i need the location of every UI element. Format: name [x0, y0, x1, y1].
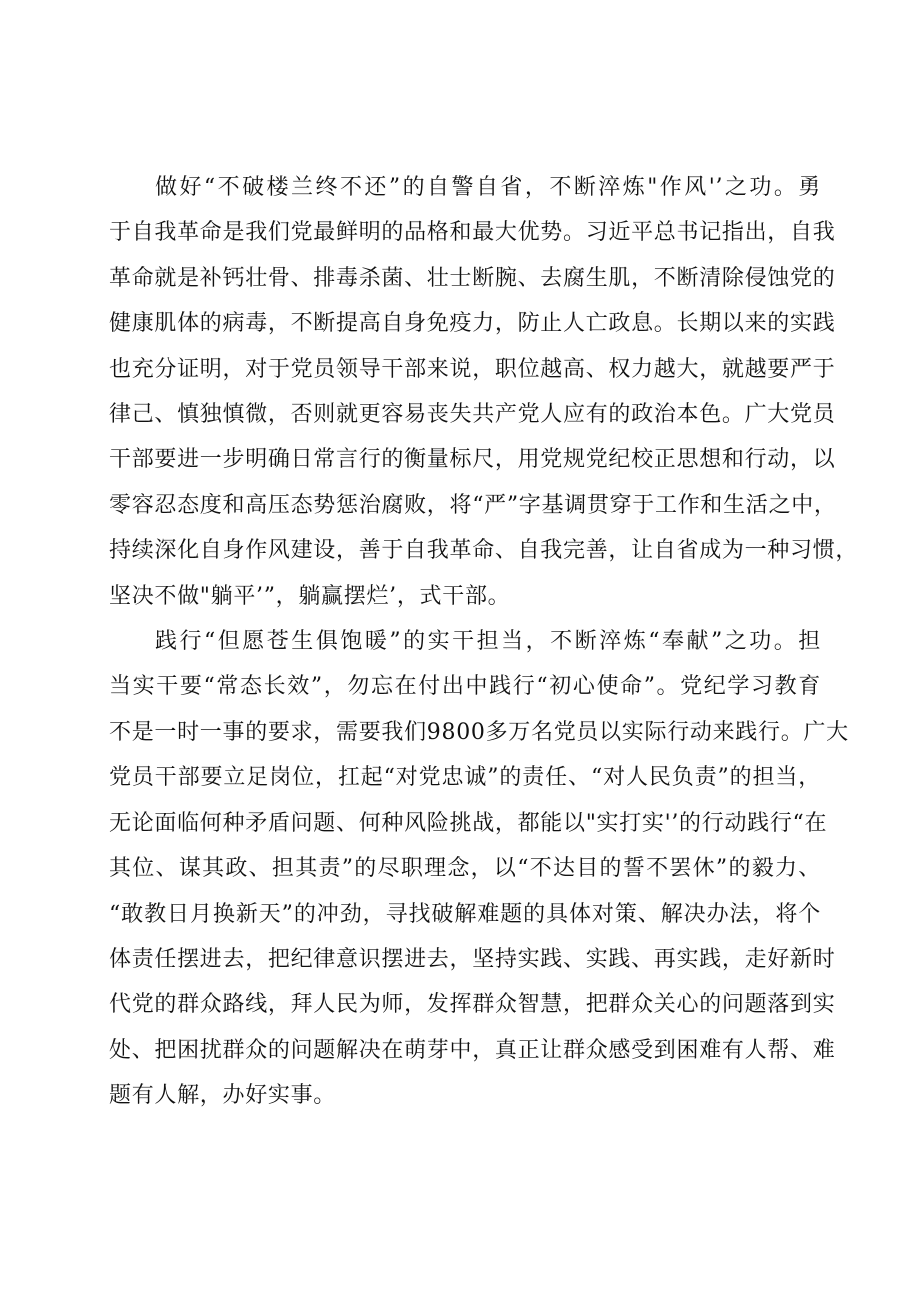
text-line: 当实干要“常态长效”，勿忘在付出中践行“初心使命”。党纪学习教育	[109, 674, 821, 700]
text-line: 零容忍态度和高压态势惩治腐败，将“严”字基调贯穿于工作和生活之中，	[109, 492, 837, 518]
text-line: 题有人解，办好实事。	[109, 1083, 337, 1109]
document-body	[109, 165, 859, 1119]
text-line: 践行“但愿苍生俱饱暖”的实干担当，不断淬炼“奉献”之功。担	[155, 629, 821, 655]
text-line: 革命就是补钙壮骨、排毒杀菌、壮士断腕、去腐生肌，不断清除侵蚀党的	[109, 265, 836, 291]
text-line: 干部要进一步明确日常言行的衡量标尺，用党规党纪校正思想和行动，以	[109, 447, 836, 473]
paragraph-self-discipline	[109, 165, 859, 619]
text-line: 处、把困扰群众的问题解决在萌芽中，真正让群众感受到困难有人帮、难	[109, 1037, 836, 1063]
text-line: 体责任摆进去，把纪律意识摆进去，坚持实践、实践、再实践，走好新时	[109, 946, 836, 972]
text-line: 律己、慎独慎微，否则就更容易丧失共产党人应有的政治本色。广大党员	[109, 402, 836, 428]
text-line: 无论面临何种矛盾问题、何种风险挑战，都能以"实打实'’的行动践行“在	[109, 810, 828, 836]
text-line: 不是一时一事的要求，需要我们9800多万名党员以实际行动来践行。广大	[109, 719, 849, 745]
text-line: 于自我革命是我们党最鲜明的品格和最大优势。习近平总书记指出，自我	[109, 220, 836, 246]
text-line: 其位、谋其政、担其责”的尽职理念，以“不达目的誓不罢休”的毅力、	[109, 856, 821, 882]
text-line: 持续深化自身作风建设，善于自我革命、自我完善，让自省成为一种习惯，	[109, 538, 859, 564]
paragraph-practical-work	[109, 619, 849, 1118]
text-line: 代党的群众路线，拜人民为师，发挥群众智慧，把群众关心的问题落到实	[109, 992, 836, 1018]
text-line: 坚决不做"躺平’”，躺赢摆烂’，式干部。	[109, 583, 511, 609]
text-line: “敢教日月换新天”的冲劲，寻找破解难题的具体对策、解决办法，将个	[109, 901, 821, 927]
text-line: 也充分证明，对于党员领导干部来说，职位越高、权力越大，就越要严于	[109, 356, 836, 382]
text-line: 做好“不破楼兰终不还”的自警自省，不断淬炼"作风'’之功。勇	[155, 175, 821, 200]
text-line: 健康肌体的病毒，不断提高自身免疫力，防止人亡政息。长期以来的实践	[109, 311, 836, 337]
text-line: 党员干部要立足岗位，扛起“对党忠诚”的责任、“对人民负责”的担当，	[109, 765, 821, 791]
